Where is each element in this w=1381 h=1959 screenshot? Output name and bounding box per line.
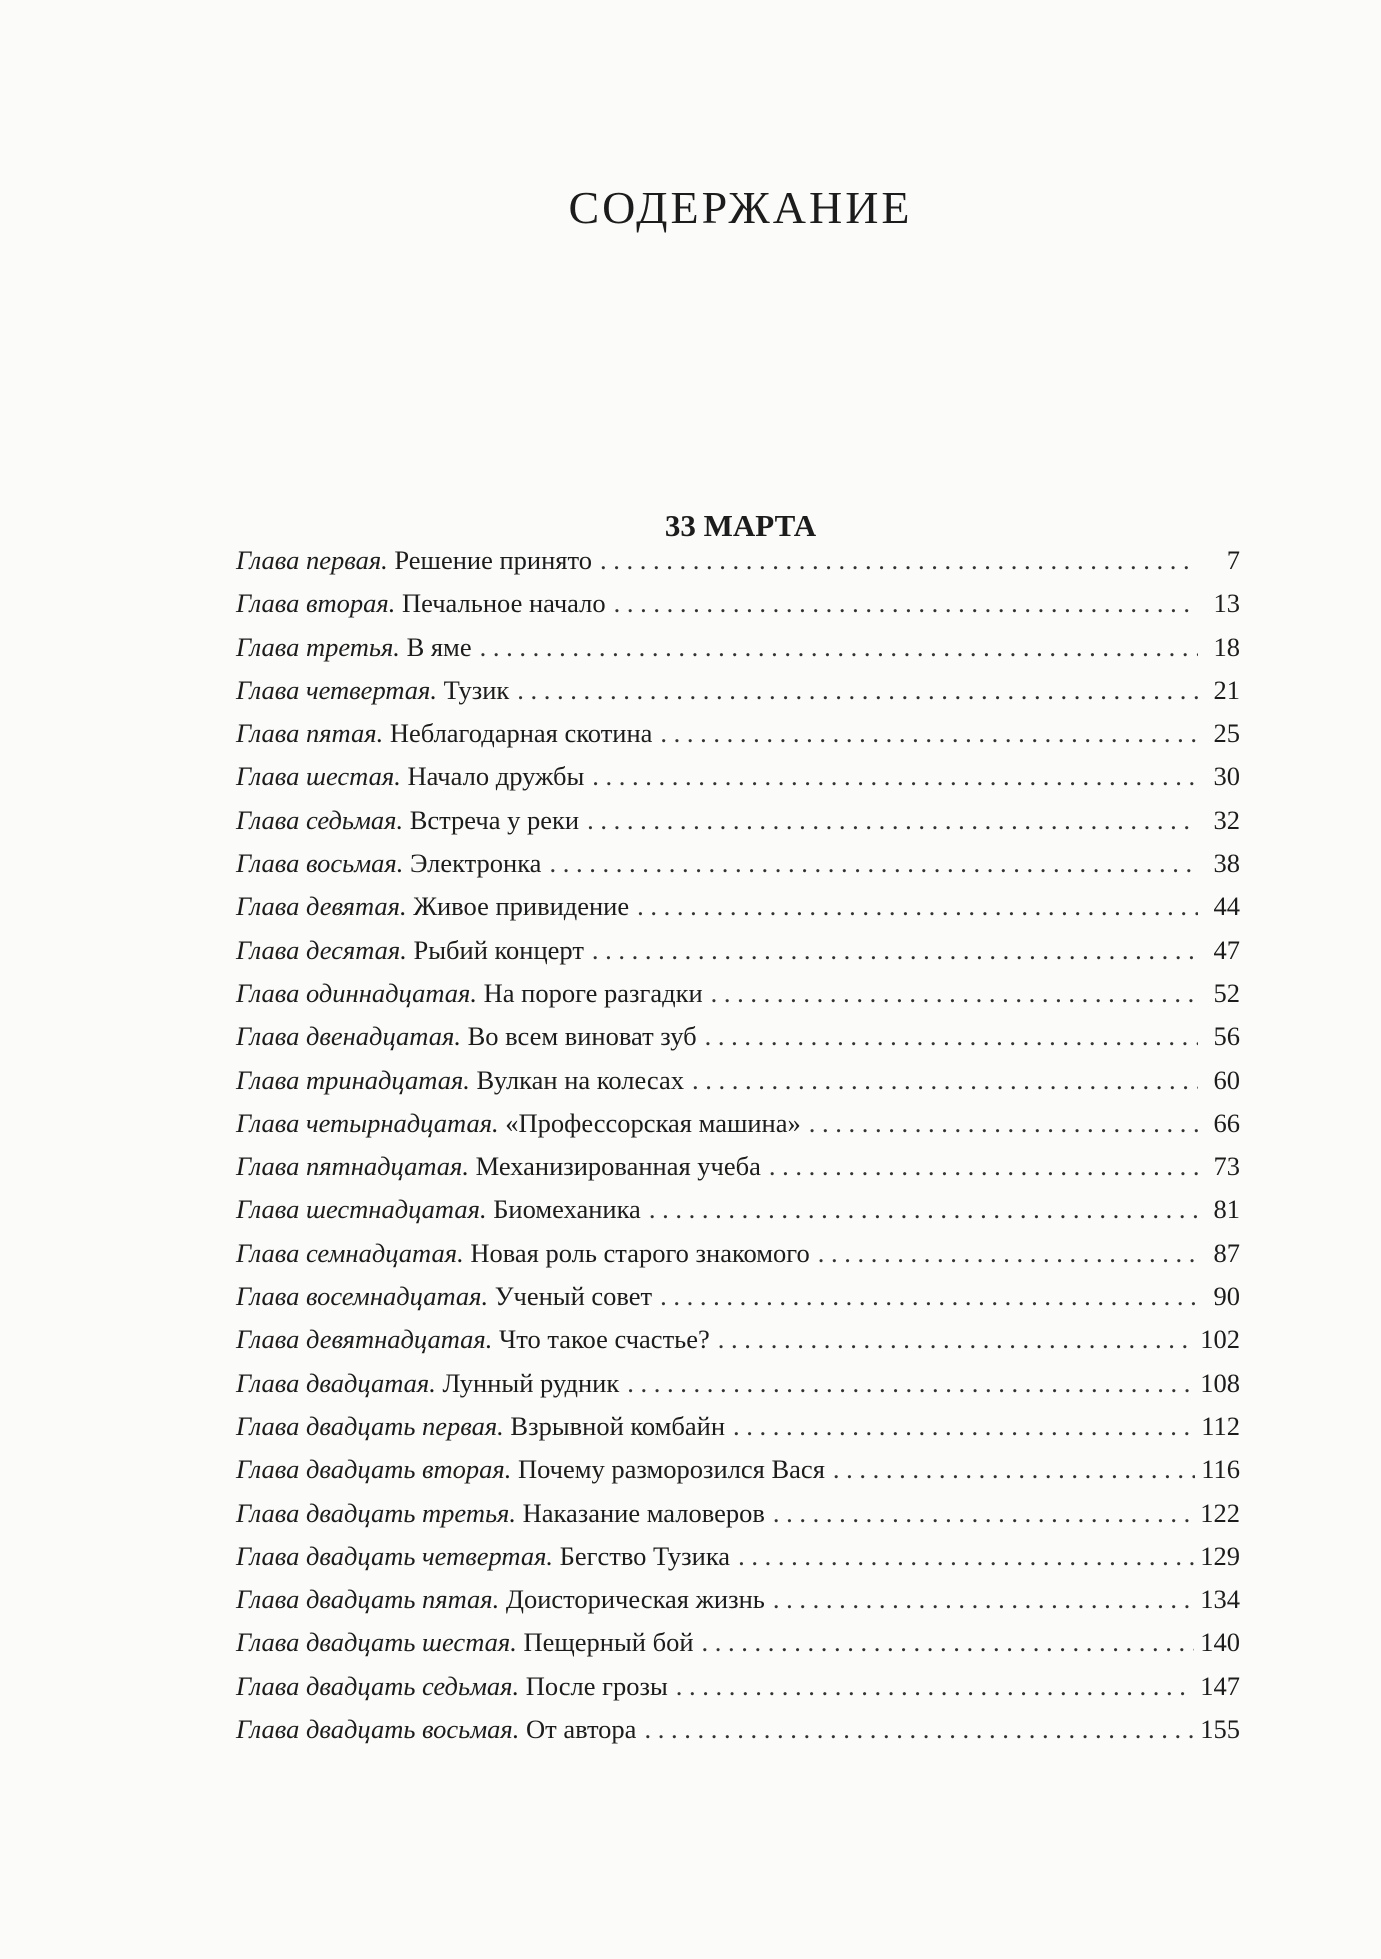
toc-separator — [407, 891, 414, 922]
toc-separator — [499, 1584, 506, 1615]
toc-entry[interactable] — [236, 1368, 1240, 1411]
page-title: СОДЕРЖАНИЕ — [568, 181, 913, 233]
toc-chapter-label: Глава девятая. — [236, 891, 407, 922]
toc-chapter-label: Глава третья. — [236, 631, 400, 662]
toc-chapter-name: Вулкан на колесах — [476, 1064, 684, 1095]
toc-dot-leader — [833, 1454, 1195, 1485]
toc-dot-leader — [614, 588, 1198, 619]
toc-dot-leader — [769, 1151, 1198, 1182]
toc-chapter-name: Что такое счастье? — [499, 1324, 710, 1355]
toc-entry[interactable] — [236, 545, 1240, 588]
toc-chapter-label: Глава двенадцатая. — [236, 1021, 461, 1052]
toc-dot-leader — [649, 1194, 1198, 1225]
toc-chapter-name: Ученый совет — [494, 1281, 653, 1312]
toc-entry[interactable] — [236, 1065, 1240, 1108]
toc-dot-leader — [676, 1671, 1194, 1702]
toc-separator — [464, 1238, 471, 1269]
toc-page-number: 122 — [1200, 1497, 1240, 1528]
toc-chapter-name: Встреча у реки — [409, 804, 580, 835]
toc-separator — [401, 761, 408, 792]
toc-entry[interactable] — [236, 1108, 1240, 1151]
toc-entry[interactable] — [236, 761, 1240, 804]
toc-dot-leader — [773, 1584, 1194, 1615]
toc-entry[interactable] — [236, 935, 1240, 978]
toc-chapter-name: На пороге разгадки — [483, 977, 703, 1008]
toc-dot-leader — [692, 1065, 1198, 1096]
toc-separator — [511, 1454, 518, 1485]
toc-entry[interactable] — [236, 1021, 1240, 1064]
toc-dot-leader — [705, 1021, 1198, 1052]
toc-chapter-name: «Профессорская машина» — [505, 1107, 801, 1138]
toc-chapter-label: Глава девятнадцатая. — [236, 1324, 493, 1355]
toc-page-number: 87 — [1213, 1237, 1240, 1268]
toc-chapter-label: Глава четвертая. — [236, 674, 438, 705]
toc-dot-leader — [733, 1411, 1195, 1442]
toc-entry[interactable] — [236, 588, 1240, 631]
toc-page-number: 52 — [1213, 977, 1240, 1008]
toc-page-number: 60 — [1213, 1064, 1240, 1095]
toc-chapter-name: Взрывной комбайн — [510, 1410, 726, 1441]
toc-chapter-name: После грозы — [525, 1670, 668, 1701]
toc-dot-leader — [644, 1714, 1194, 1745]
toc-page-number: 66 — [1213, 1107, 1240, 1138]
toc-separator — [437, 675, 444, 706]
toc-separator — [487, 1194, 494, 1225]
toc-chapter-name: Лунный рудник — [442, 1367, 620, 1398]
toc-chapter-name: Наказание маловеров — [522, 1497, 765, 1528]
toc-dot-leader — [592, 761, 1198, 792]
toc-separator — [519, 1671, 526, 1702]
toc-separator — [499, 1108, 506, 1139]
toc-chapter-label: Глава пятая. — [236, 718, 384, 749]
toc-dot-leader — [773, 1498, 1194, 1529]
toc-chapter-label: Глава двадцать пятая. — [236, 1584, 500, 1615]
toc-dot-leader — [627, 1368, 1194, 1399]
toc-chapter-name: Живое привидение — [413, 891, 630, 922]
toc-separator — [395, 588, 402, 619]
toc-chapter-label: Глава двадцать третья. — [236, 1497, 516, 1528]
toc-entry[interactable] — [236, 805, 1240, 848]
toc-dot-leader — [587, 805, 1198, 836]
toc-separator — [403, 848, 410, 879]
toc-chapter-label: Глава четырнадцатая. — [236, 1107, 499, 1138]
toc-separator — [553, 1541, 560, 1572]
toc-chapter-label: Глава седьмая. — [236, 804, 404, 835]
toc-chapter-name: Во всем виноват зуб — [467, 1021, 697, 1052]
toc-dot-leader — [637, 891, 1198, 922]
toc-page-number: 44 — [1213, 891, 1240, 922]
toc-page-number: 38 — [1213, 848, 1240, 879]
toc-chapter-label: Глава вторая. — [236, 588, 396, 619]
toc-separator — [488, 1281, 495, 1312]
toc-dot-leader — [702, 1627, 1195, 1658]
toc-entry[interactable] — [236, 718, 1240, 761]
toc-chapter-name: Пещерный бой — [523, 1627, 694, 1658]
toc-chapter-label: Глава двадцать первая. — [236, 1410, 504, 1441]
toc-separator — [516, 1498, 523, 1529]
toc-entry[interactable] — [236, 1671, 1240, 1714]
toc-chapter-label: Глава первая. — [236, 545, 388, 575]
toc-chapter-label: Глава двадцать седьмая. — [236, 1670, 520, 1701]
toc-chapter-name: Биомеханика — [493, 1194, 641, 1225]
toc-dot-leader — [480, 632, 1198, 663]
toc-dot-leader — [592, 935, 1198, 966]
toc-chapter-label: Глава восьмая. — [236, 848, 404, 879]
toc-dot-leader — [549, 848, 1198, 879]
toc-entry[interactable] — [236, 1454, 1240, 1497]
toc-entry[interactable] — [236, 891, 1240, 934]
toc-chapter-name: Решение принято — [394, 545, 592, 575]
toc-page-number: 147 — [1200, 1670, 1240, 1701]
toc-chapter-label: Глава десятая. — [236, 934, 407, 965]
toc-chapter-name: Новая роль старого знакомого — [470, 1237, 810, 1268]
toc-chapter-label: Глава одиннадцатая. — [236, 977, 477, 1008]
toc-entry[interactable] — [236, 1411, 1240, 1454]
toc-entry[interactable] — [236, 1194, 1240, 1237]
toc-page-number: 112 — [1201, 1410, 1240, 1441]
toc-chapter-name: Почему разморозился Вася — [517, 1454, 825, 1485]
toc-dot-leader — [660, 718, 1198, 749]
toc-entry[interactable] — [236, 1584, 1240, 1627]
toc-separator — [519, 1714, 526, 1745]
toc-page-number: 56 — [1213, 1021, 1240, 1052]
toc-page-number: 81 — [1213, 1194, 1240, 1225]
toc-separator — [400, 632, 407, 663]
toc-separator — [407, 935, 414, 966]
toc-dot-leader — [660, 1281, 1198, 1312]
toc-chapter-label: Глава двадцать шестая. — [236, 1627, 517, 1658]
toc-chapter-name: В яме — [406, 631, 472, 662]
toc-page-number: 155 — [1200, 1714, 1240, 1745]
toc-chapter-label: Глава двадцать вторая. — [236, 1454, 512, 1485]
toc-entry[interactable] — [236, 1627, 1240, 1670]
section-title: 33 МАРТА — [664, 507, 817, 543]
toc-chapter-name: Тузик — [443, 674, 510, 705]
toc-separator — [470, 1065, 477, 1096]
toc-page-number: 140 — [1200, 1627, 1240, 1658]
toc-chapter-label: Глава пятнадцатая. — [236, 1151, 469, 1182]
toc-page-number: 32 — [1213, 804, 1240, 835]
toc-separator — [477, 978, 484, 1009]
toc-entry[interactable] — [236, 1498, 1240, 1541]
toc-entry[interactable] — [236, 1714, 1240, 1757]
toc-chapter-name: Механизированная учеба — [475, 1151, 761, 1182]
toc-separator — [436, 1368, 443, 1399]
toc-chapter-name: Доисторическая жизнь — [505, 1584, 765, 1615]
toc-chapter-label: Глава шестнадцатая. — [236, 1194, 487, 1225]
toc-entry[interactable] — [236, 1238, 1240, 1281]
toc-separator — [469, 1151, 476, 1182]
toc-separator — [504, 1411, 511, 1442]
toc-separator — [461, 1021, 468, 1052]
toc-page-number: 30 — [1213, 761, 1240, 792]
toc-page-number: 18 — [1213, 631, 1240, 662]
toc-entry[interactable] — [236, 1541, 1240, 1584]
table-of-contents — [236, 545, 1240, 1757]
toc-chapter-label: Глава шестая. — [236, 761, 401, 792]
toc-chapter-name: Начало дружбы — [407, 761, 585, 792]
toc-chapter-name: Электронка — [409, 848, 542, 879]
toc-page-number: 90 — [1213, 1281, 1240, 1312]
toc-separator — [403, 805, 410, 836]
toc-page-number: 134 — [1200, 1584, 1240, 1615]
toc-dot-leader — [517, 675, 1198, 706]
toc-entry[interactable] — [236, 1281, 1240, 1324]
toc-page-number: 25 — [1213, 718, 1240, 749]
toc-chapter-label: Глава тринадцатая. — [236, 1064, 470, 1095]
toc-page-number: 21 — [1213, 674, 1240, 705]
toc-entry[interactable] — [236, 1151, 1240, 1194]
toc-chapter-label: Глава двадцатая. — [236, 1367, 436, 1398]
toc-separator — [383, 718, 390, 749]
toc-chapter-label: Глава семнадцатая. — [236, 1237, 464, 1268]
toc-page-number: 108 — [1200, 1367, 1240, 1398]
toc-entry[interactable] — [236, 675, 1240, 718]
toc-separator — [517, 1627, 524, 1658]
toc-separator — [492, 1324, 499, 1355]
toc-page-number: 102 — [1200, 1324, 1240, 1355]
toc-page-number: 7 — [1226, 545, 1240, 575]
toc-chapter-label: Глава двадцать четвертая. — [236, 1540, 554, 1571]
toc-dot-leader — [738, 1541, 1194, 1572]
toc-entry[interactable] — [236, 978, 1240, 1021]
toc-chapter-label: Глава двадцать восьмая. — [236, 1714, 520, 1745]
toc-chapter-name: Печальное начало — [401, 588, 606, 619]
toc-separator — [388, 545, 395, 576]
toc-chapter-name: Рыбий концерт — [413, 934, 584, 965]
toc-page-number: 73 — [1213, 1151, 1240, 1182]
toc-entry[interactable] — [236, 632, 1240, 675]
toc-chapter-name: От автора — [525, 1714, 637, 1745]
toc-dot-leader — [711, 978, 1198, 1009]
toc-entry[interactable] — [236, 1324, 1240, 1367]
toc-page-number: 116 — [1201, 1454, 1240, 1485]
toc-chapter-name: Неблагодарная скотина — [389, 718, 653, 749]
toc-entry[interactable] — [236, 848, 1240, 891]
toc-page-number: 129 — [1200, 1540, 1240, 1571]
toc-dot-leader — [818, 1238, 1198, 1269]
toc-page-number: 47 — [1213, 934, 1240, 965]
toc-dot-leader — [600, 545, 1198, 576]
toc-chapter-name: Бегство Тузика — [559, 1540, 731, 1571]
toc-page-number: 13 — [1213, 588, 1240, 619]
toc-chapter-label: Глава восемнадцатая. — [236, 1281, 489, 1312]
toc-dot-leader — [718, 1324, 1194, 1355]
toc-dot-leader — [809, 1108, 1198, 1139]
